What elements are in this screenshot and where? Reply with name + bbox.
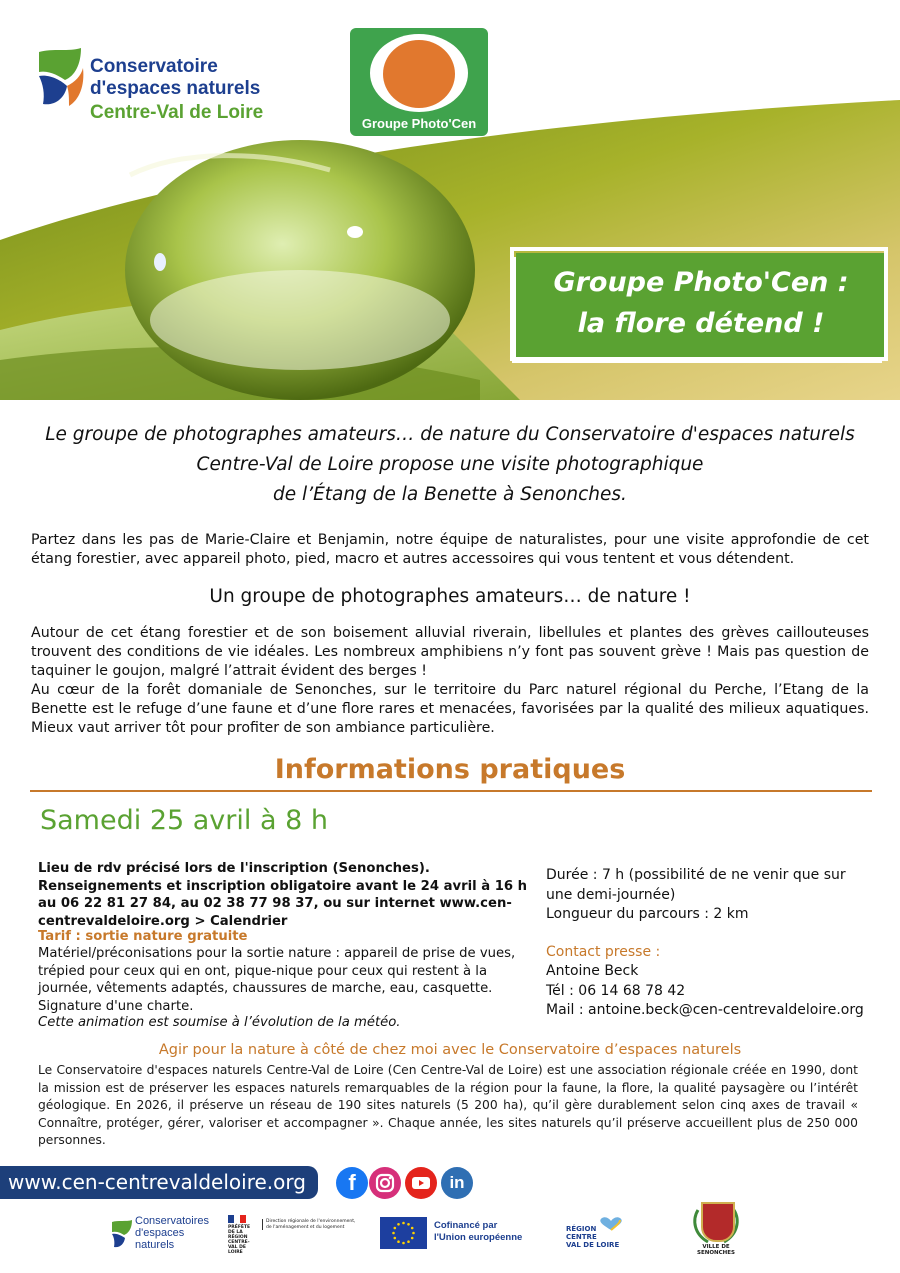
paragraph-2b: Au cœur de la forêt domaniale de Senonches, sur le territoire du Parc naturel régional du Perche, l’Etang de la Benette est le refuge d’une faune et d’une flore rares et menacées, favorisées par la qualité des milieux aquatiques. Mieux vaut arriver tôt pour profiter de son ambiance particulière. bbox=[31, 682, 869, 736]
partner-senonches-logo bbox=[686, 1196, 746, 1256]
cen-leaf-logo-icon bbox=[35, 46, 85, 108]
cen-logo-line2: d'espaces naturels bbox=[90, 78, 261, 99]
partner-region-line3: VAL DE LOIRE bbox=[566, 1241, 620, 1249]
cen-logo-line1: Conservatoire bbox=[90, 56, 218, 77]
title-banner bbox=[516, 253, 886, 359]
intro-line2: Centre-Val de Loire propose une visite photographique bbox=[196, 454, 704, 475]
partner-region-logo bbox=[566, 1213, 630, 1257]
partner-prefet-right: Direction régionale de l'environnement, de l'aménagement et du logement bbox=[262, 1219, 358, 1230]
website-link[interactable]: www.cen-centrevaldeloire.org bbox=[0, 1166, 318, 1199]
subheading: Un groupe de photographes amateurs… de nature ! bbox=[209, 586, 691, 607]
rdv-info: Lieu de rdv précisé lors de l'inscription (Senonches). Renseignements et inscription obligatoire avant le 24 avril à 16 h au 06 22 81 27 84, au 02 38 77 98 37, ou sur internet www.cen-centrevaldeloire.org > Calendrier bbox=[38, 861, 528, 929]
hero-section bbox=[0, 0, 900, 400]
duree-info: Durée : 7 h (possibilité de ne venir que sur une demi-journée) bbox=[546, 867, 846, 903]
banner-line1: Groupe Photo'Cen : bbox=[553, 267, 849, 298]
partner-senonches-label: VILLE DE SENONCHES bbox=[697, 1244, 735, 1256]
paragraph-2 bbox=[31, 624, 869, 738]
cen-partner-leaf-icon bbox=[110, 1219, 134, 1249]
contact-phone[interactable]: Tél : 06 14 68 78 42 bbox=[546, 982, 686, 999]
intro-text bbox=[30, 420, 870, 510]
event-date: Samedi 25 avril à 8 h bbox=[40, 805, 328, 836]
photocen-logo bbox=[350, 28, 488, 136]
eu-flag-icon bbox=[380, 1217, 427, 1249]
facebook-icon[interactable]: f bbox=[336, 1167, 368, 1199]
partner-cen-line1: Conservatoires bbox=[135, 1215, 209, 1227]
youtube-icon[interactable] bbox=[405, 1167, 437, 1199]
lens-inner-icon bbox=[383, 40, 455, 108]
info-divider bbox=[30, 790, 872, 792]
partner-eu-logo bbox=[380, 1213, 545, 1257]
contact-label: Contact presse : bbox=[546, 944, 661, 960]
partner-cen-line2: d'espaces bbox=[135, 1227, 185, 1239]
partner-eu-line2: l'Union européenne bbox=[434, 1232, 523, 1243]
longueur-info: Longueur du parcours : 2 km bbox=[546, 906, 749, 922]
partner-prefet-left: PRÉFÈTE DE LA RÉGION CENTRE-VAL DE LOIRE bbox=[228, 1225, 251, 1255]
meteo-note: Cette animation est soumise à l’évolution de la météo. bbox=[38, 1015, 401, 1030]
french-flag-icon bbox=[228, 1215, 246, 1223]
partner-region-line1: RÉGION bbox=[566, 1225, 597, 1233]
paragraph-2a: Autour de cet étang forestier et de son boisement alluvial riverain, libellules et plantes des grèves caillouteuses trouvent des conditions de vie idéales. Les nombreux amphibiens n’y font pas souvent grève ! Mais pas question de taquiner le goujon, malgré l’attrait évident des berges ! bbox=[31, 625, 869, 679]
instagram-icon[interactable] bbox=[369, 1167, 401, 1199]
partner-region-line2: CENTRE bbox=[566, 1233, 597, 1241]
partner-eu-line1: Cofinancé par bbox=[434, 1220, 498, 1231]
photocen-logo-label: Groupe Photo'Cen bbox=[361, 116, 477, 131]
contact-name: Antoine Beck bbox=[546, 963, 639, 979]
senonches-shield-icon bbox=[701, 1202, 735, 1242]
partner-cen-logo bbox=[106, 1213, 209, 1257]
intro-line3: de l’Étang de la Benette à Senonches. bbox=[273, 484, 627, 505]
partner-prefet-logo bbox=[226, 1213, 356, 1257]
duree-block bbox=[546, 866, 876, 925]
about-text: Le Conservatoire d'espaces naturels Centre-Val de Loire (Cen Centre-Val de Loire) est une association régionale créée en 1990, dont la mission est de préserver les espaces naturels remarquables de la région pour la faune, la flore, la qualité paysagère ou l’intérêt géologique. En 2026, il préserve un réseau de 190 sites naturels (5 200 ha), qu’il gère durablement selon cinq axes de travail « Connaître, protéger, gérer, valoriser et accompagner ». Chaque année, les sites naturels qu’il préserve accueillent plus de 250 000 personnes. bbox=[38, 1063, 858, 1147]
tarif-label: Tarif : sortie nature gratuite bbox=[38, 929, 248, 944]
intro-line1: Le groupe de photographes amateurs… de nature du Conservatoire d'espaces naturels bbox=[45, 424, 855, 445]
contact-email[interactable]: Mail : antoine.beck@cen-centrevaldeloire.org bbox=[546, 1002, 864, 1018]
info-title: Informations pratiques bbox=[274, 754, 626, 785]
cen-logo bbox=[35, 46, 305, 126]
banner-line2: la flore détend ! bbox=[577, 308, 825, 339]
paragraph-1: Partez dans les pas de Marie-Claire et Benjamin, notre équipe de naturalistes, pour une visite approfondie de cet étang forestier, avec appareil photo, pied, macro et autres accessoires qui vous tentent et vous détendent. bbox=[31, 532, 869, 567]
materiel-info: Matériel/préconisations pour la sortie nature : appareil de prise de vues, trépied pour ceux qui en ont, pique-nique pour ceux qui restent à la journée, vêtements adaptés, chaussures de marche, eau, casquette. Signature d'une charte. bbox=[38, 946, 516, 1014]
about-heading: Agir pour la nature à côté de chez moi avec le Conservatoire d’espaces naturels bbox=[158, 1042, 742, 1058]
cen-logo-line3: Centre-Val de Loire bbox=[90, 102, 264, 123]
linkedin-icon[interactable]: in bbox=[441, 1167, 473, 1199]
partner-cen-line3: naturels bbox=[135, 1239, 175, 1251]
